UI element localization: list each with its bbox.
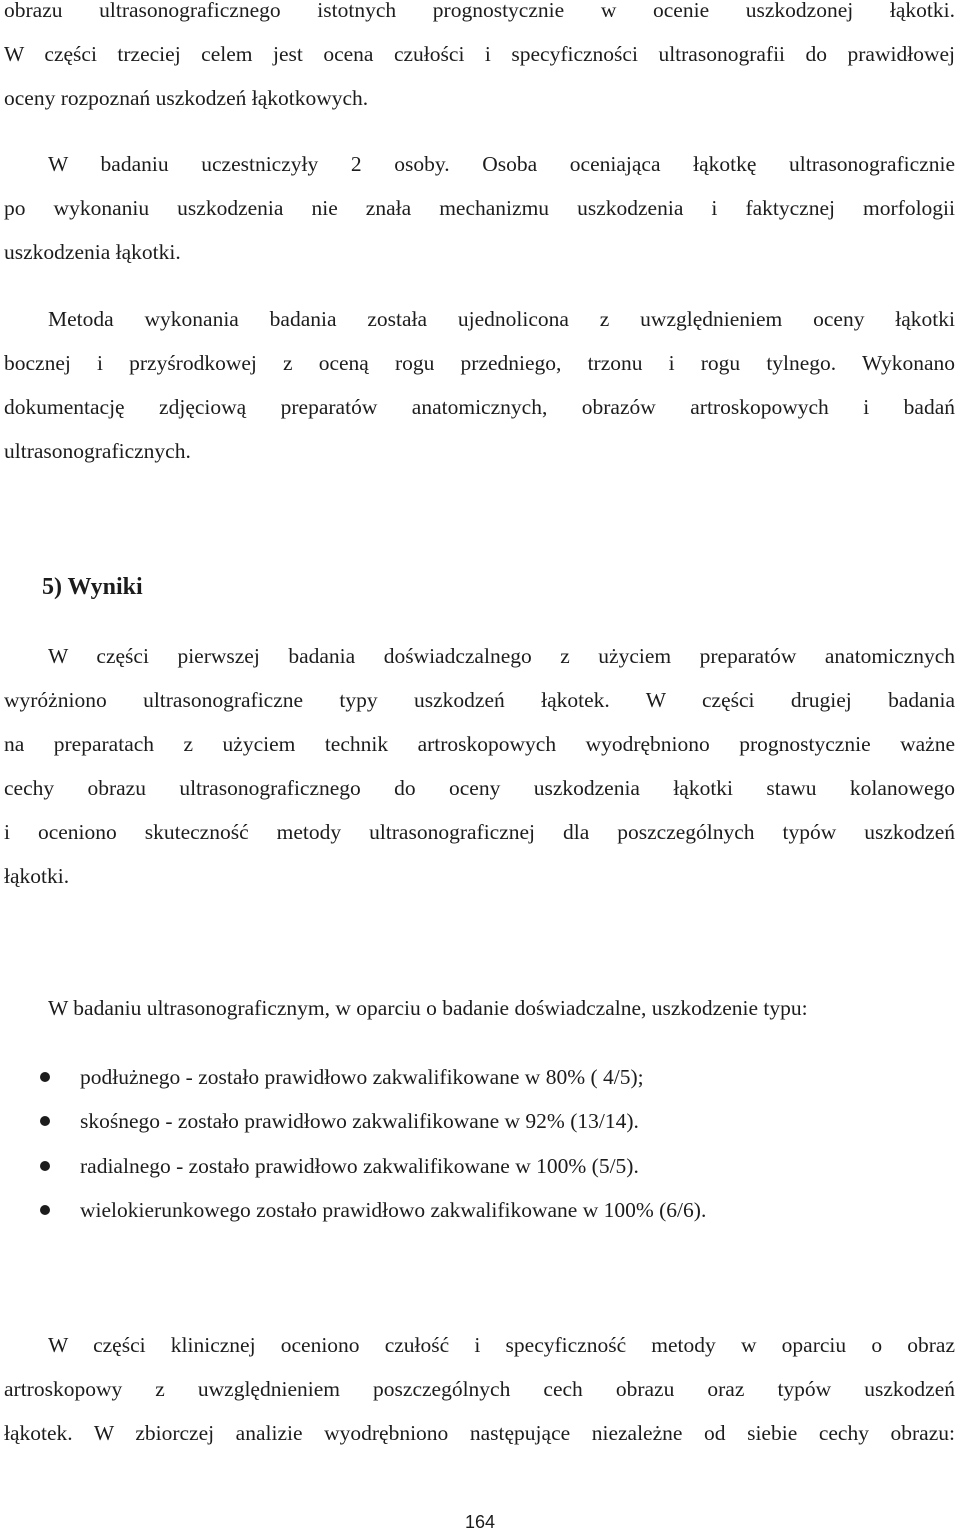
text-line: po wykonaniu uszkodzenia nie znała mechanizmu uszkodzenia i faktycznej morfologii xyxy=(4,196,955,220)
text-line: i oceniono skuteczność metody ultrasonograficznej dla poszczególnych typów uszkodzeń xyxy=(4,820,955,844)
text-line: W części klinicznej oceniono czułość i specyficzność metody w oparciu o obraz xyxy=(48,1333,955,1357)
text-line: bocznej i przyśrodkowej z oceną rogu przedniego, trzonu i rogu tylnego. Wykonano xyxy=(4,351,955,375)
text-line: cechy obrazu ultrasonograficznego do oceny uszkodzenia łąkotki stawu kolanowego xyxy=(4,776,955,800)
text-line: W badaniu uczestniczyły 2 osoby. Osoba oceniająca łąkotkę ultrasonograficznie xyxy=(48,152,955,176)
list-item: wielokierunkowego zostało prawidłowo zakwalifikowane w 100% (6/6). xyxy=(80,1198,707,1222)
text-line: wyróżniono ultrasonograficzne typy uszkodzeń łąkotek. W części drugiej badania xyxy=(4,688,955,712)
text-line: na preparatach z użyciem technik artroskopowych wyodrębniono prognostycznie ważne xyxy=(4,732,955,756)
text-line: Metoda wykonania badania została ujednolicona z uwzględnieniem oceny łąkotki xyxy=(48,307,955,331)
text-line: obrazu ultrasonograficznego istotnych prognostycznie w ocenie uszkodzonej łąkotki. xyxy=(4,0,955,22)
list-item: podłużnego - zostało prawidłowo zakwalifikowane w 80% ( 4/5); xyxy=(80,1065,644,1089)
text-line: dokumentację zdjęciową preparatów anatomicznych, obrazów artroskopowych i badań xyxy=(4,395,955,419)
text-line: W badaniu ultrasonograficznym, w oparciu o badanie doświadczalne, uszkodzenie typu: xyxy=(48,996,808,1020)
bullet-icon xyxy=(40,1205,50,1215)
text-line: W części trzeciej celem jest ocena czułości i specyficzności ultrasonografii do prawidłowej xyxy=(4,42,955,66)
page-number: 164 xyxy=(464,1512,496,1532)
bullet-icon xyxy=(40,1161,50,1171)
section-heading: 5) Wyniki xyxy=(42,574,143,600)
text-line: oceny rozpoznań uszkodzeń łąkotkowych. xyxy=(4,86,369,110)
text-line: łąkotki. xyxy=(4,864,70,888)
list-item: skośnego - zostało prawidłowo zakwalifikowane w 92% (13/14). xyxy=(80,1109,639,1133)
bullet-icon xyxy=(40,1072,50,1082)
list-item: radialnego - zostało prawidłowo zakwalifikowane w 100% (5/5). xyxy=(80,1154,639,1178)
text-line: artroskopowy z uwzględnieniem poszczególnych cech obrazu oraz typów uszkodzeń xyxy=(4,1377,955,1401)
bullet-icon xyxy=(40,1116,50,1126)
text-line: ultrasonograficznych. xyxy=(4,439,191,463)
text-line: W części pierwszej badania doświadczalnego z użyciem preparatów anatomicznych xyxy=(48,644,955,668)
text-line: uszkodzenia łąkotki. xyxy=(4,240,181,264)
text-line: łąkotek. W zbiorczej analizie wyodrębniono następujące niezależne od siebie cechy obrazu: xyxy=(4,1421,955,1445)
